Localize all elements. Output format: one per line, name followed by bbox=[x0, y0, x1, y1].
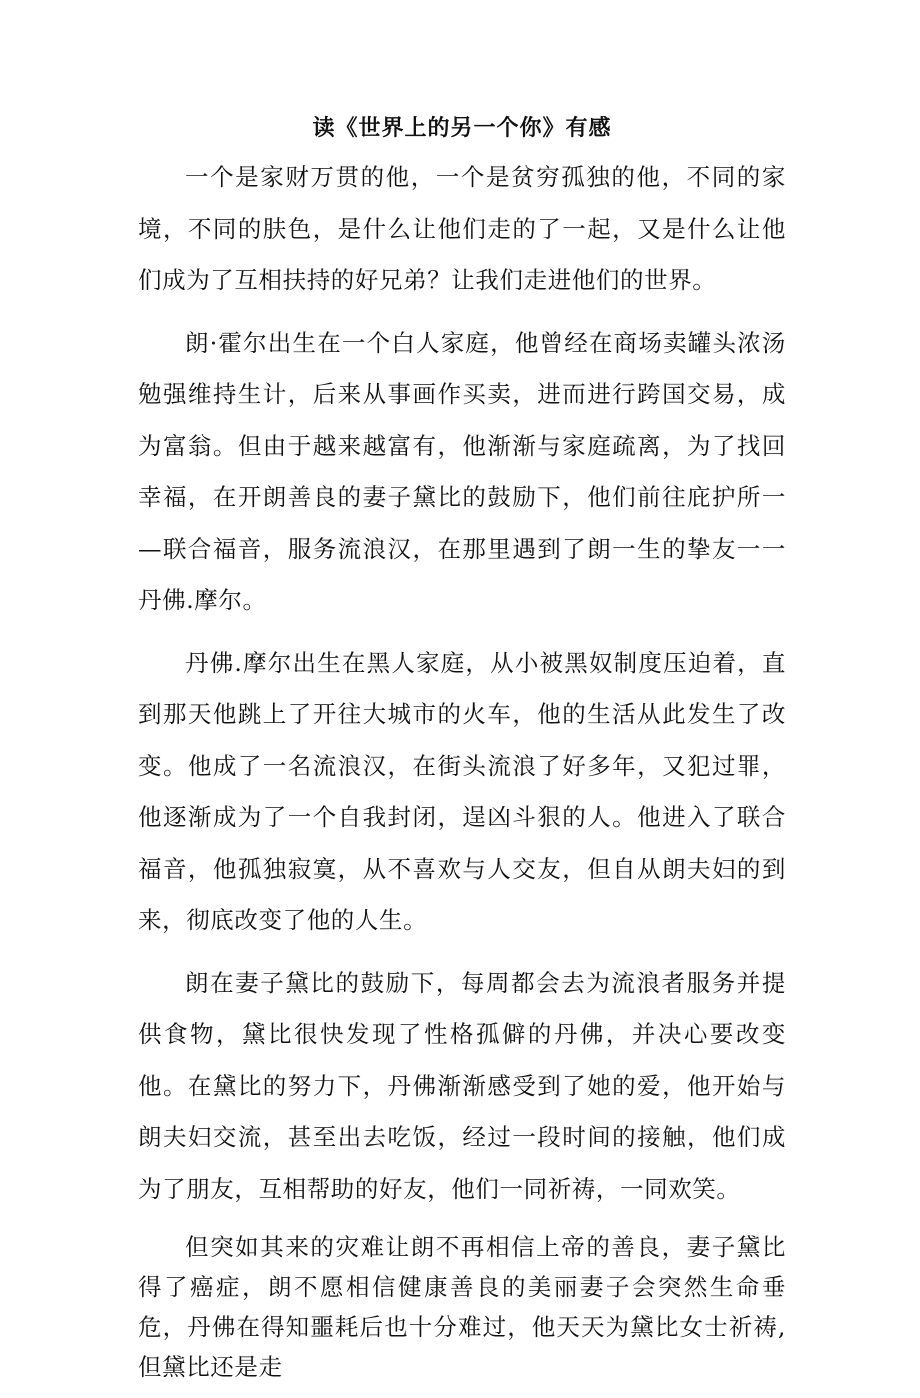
paragraph-denver-moore: 丹佛.摩尔出生在黑人家庭，从小被黑奴制度压迫着，直到那天他跳上了开往大城市的火车，他的生活从此发生了改变。他成了一名流浪汉，在街头流浪了好多年，又犯过罪，他逐渐成为了一个自我封闭，逞凶斗狠的人。他进入了联合福音，他孤独寂寞，从不喜欢与人交友，但自从朗夫妇的到来，彻底改变了他的人生。 bbox=[138, 648, 786, 934]
paragraph-illness: 但突如其来的灾难让朗不再相信上帝的善良，妻子黛比得了癌症，朗不愿相信健康善良的美丽妻子会突然生命垂危，丹佛在得知噩耗后也十分难过，他天天为黛比女士祈祷,但黛比还是走 bbox=[138, 1233, 786, 1381]
document-page bbox=[138, 110, 786, 1398]
paragraph-intro: 一个是家财万贯的他，一个是贫穷孤独的他，不同的家境，不同的肤色，是什么让他们走的了一起，又是什么让他们成为了互相扶持的好兄弟？让我们走进他们的世界。 bbox=[138, 163, 786, 294]
document-title: 读《世界上的另一个你》有感 bbox=[312, 115, 612, 141]
paragraph-lang-hall: 朗·霍尔出生在一个白人家庭，他曾经在商场卖罐头浓汤勉强维持生计，后来从事画作买卖，进而进行跨国交易，成为富翁。但由于越来越富有，他渐渐与家庭疏离，为了找回幸福，在开朗善良的妻子黛比的鼓励下，他们前往庇护所一—联合福音，服务流浪汉，在那里遇到了朗一生的挚友一一丹佛.摩尔。 bbox=[138, 328, 786, 614]
paragraph-friendship: 朗在妻子黛比的鼓励下，每周都会去为流浪者服务并提供食物，黛比很快发现了性格孤僻的丹佛，并决心要改变他。在黛比的努力下，丹佛渐渐感受到了她的爱，他开始与朗夫妇交流，甚至出去吃饭，经过一段时间的接触，他们成为了朋友，互相帮助的好友，他们一同祈祷，一同欢笑。 bbox=[138, 968, 786, 1203]
